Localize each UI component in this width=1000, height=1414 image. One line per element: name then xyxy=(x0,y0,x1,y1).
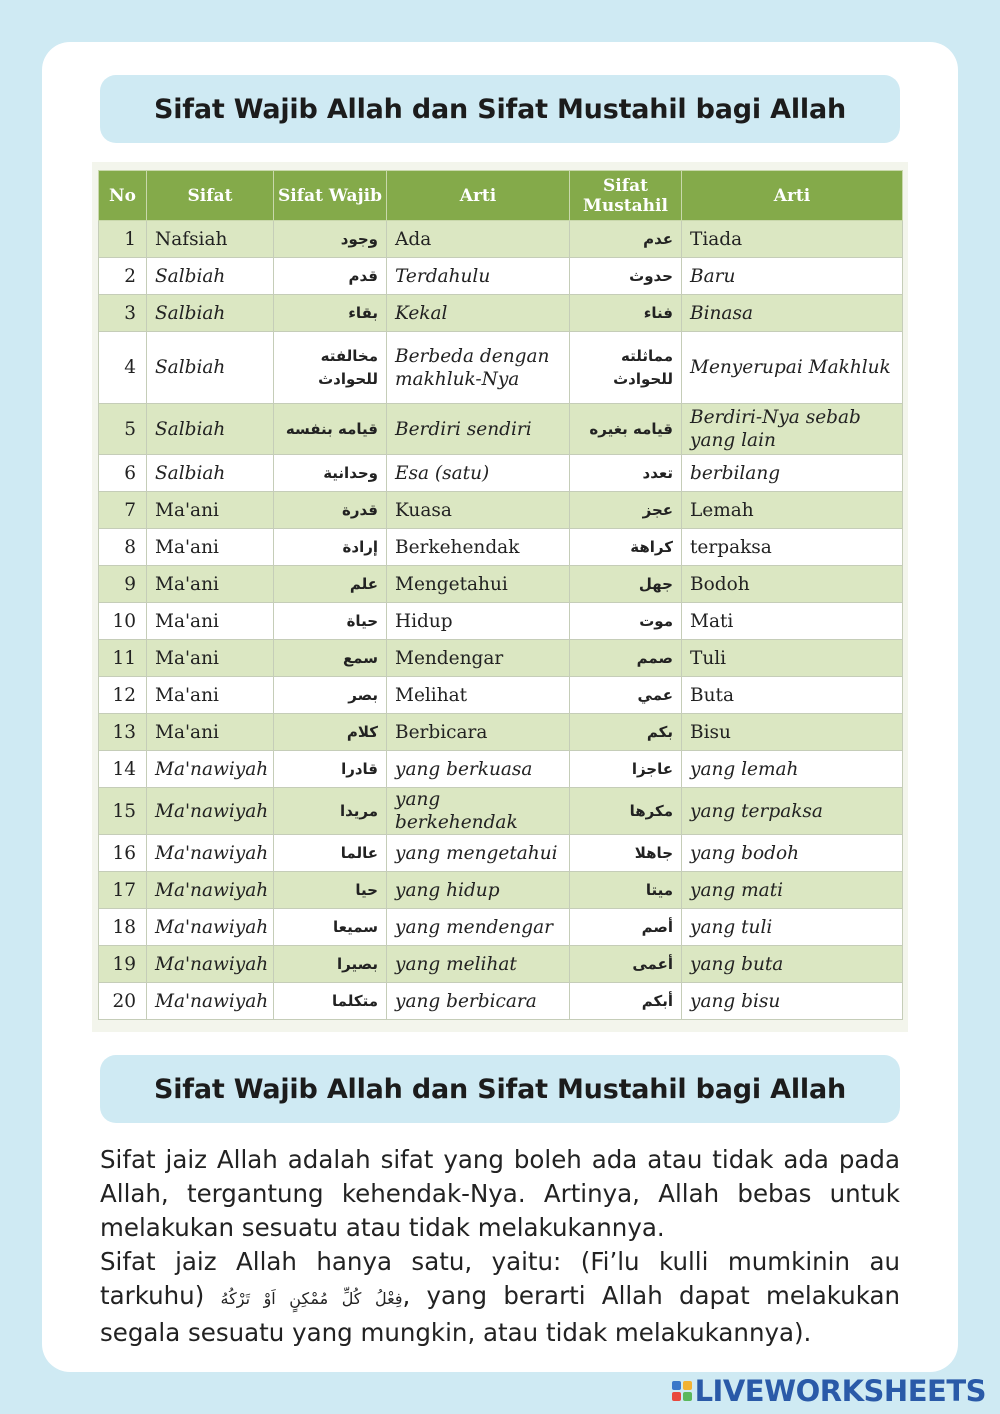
cell-arti-mustahil: yang buta xyxy=(682,946,903,983)
cell-sifat: Ma'ani xyxy=(147,640,274,677)
cell-sifat-mustahil: حدوث xyxy=(570,258,682,295)
table-row xyxy=(99,603,903,640)
table-row xyxy=(99,404,903,455)
table-row xyxy=(99,640,903,677)
cell-sifat-wajib: عالما xyxy=(274,835,387,872)
cell-no: 20 xyxy=(99,983,147,1020)
cell-sifat-wajib: قادرا xyxy=(274,751,387,788)
cell-no: 1 xyxy=(99,221,147,258)
section-title: Sifat Wajib Allah dan Sifat Mustahil bagi Allah xyxy=(100,1055,900,1123)
table-row xyxy=(99,295,903,332)
header-arti-wajib: Arti xyxy=(387,171,570,221)
cell-sifat-mustahil: كراهة xyxy=(570,529,682,566)
table-row xyxy=(99,455,903,492)
cell-sifat: Ma'nawiyah xyxy=(147,946,274,983)
cell-sifat-wajib: بصر xyxy=(274,677,387,714)
cell-arti-mustahil: Bodoh xyxy=(682,566,903,603)
paragraph-2-start: Sifat jaiz Allah hanya satu, yaitu: (Fi’lu kulli mumkinin au tarkuhu) xyxy=(100,1247,900,1310)
cell-arti-wajib: Mengetahui xyxy=(387,566,570,603)
cell-no: 9 xyxy=(99,566,147,603)
table-header-row xyxy=(99,171,903,221)
paragraph-2-end: , yang berarti Allah dapat melakukan segala sesuatu yang mungkin, atau tidak melakukannya). xyxy=(100,1281,900,1347)
liveworksheets-logo[interactable] xyxy=(672,1374,986,1408)
cell-sifat: Salbiah xyxy=(147,404,274,455)
cell-arti-mustahil: Berdiri-Nya sebab yang lain xyxy=(682,404,903,455)
cell-sifat-mustahil: أعمى xyxy=(570,946,682,983)
cell-sifat-wajib: متكلما xyxy=(274,983,387,1020)
cell-sifat-wajib: علم xyxy=(274,566,387,603)
cell-arti-wajib: yang berkuasa xyxy=(387,751,570,788)
cell-arti-wajib: Melihat xyxy=(387,677,570,714)
table-row xyxy=(99,566,903,603)
cell-arti-mustahil: yang tuli xyxy=(682,909,903,946)
cell-sifat: Salbiah xyxy=(147,332,274,404)
cell-sifat-mustahil: جاهلا xyxy=(570,835,682,872)
cell-sifat-wajib: مريدا xyxy=(274,788,387,835)
table-row xyxy=(99,751,903,788)
cell-no: 17 xyxy=(99,872,147,909)
cell-arti-wajib: yang hidup xyxy=(387,872,570,909)
cell-arti-wajib: Berkehendak xyxy=(387,529,570,566)
sifat-table-container xyxy=(92,162,908,1032)
cell-sifat-mustahil: تعدد xyxy=(570,455,682,492)
cell-sifat-wajib: إرادة xyxy=(274,529,387,566)
cell-arti-mustahil: Tuli xyxy=(682,640,903,677)
cell-arti-wajib: Berbicara xyxy=(387,714,570,751)
cell-arti-wajib: Kuasa xyxy=(387,492,570,529)
cell-sifat-mustahil: أبكم xyxy=(570,983,682,1020)
cell-sifat-wajib: قدرة xyxy=(274,492,387,529)
cell-sifat-mustahil: عمي xyxy=(570,677,682,714)
cell-sifat-mustahil: أصم xyxy=(570,909,682,946)
cell-sifat-mustahil: ميتا xyxy=(570,872,682,909)
page-title: Sifat Wajib Allah dan Sifat Mustahil bagi Allah xyxy=(100,75,900,143)
cell-sifat: Ma'nawiyah xyxy=(147,909,274,946)
cell-sifat: Salbiah xyxy=(147,295,274,332)
cell-arti-wajib: yang berbicara xyxy=(387,983,570,1020)
cell-no: 3 xyxy=(99,295,147,332)
cell-sifat: Ma'nawiyah xyxy=(147,872,274,909)
table-row xyxy=(99,983,903,1020)
cell-sifat-mustahil: قيامه بغيره xyxy=(570,404,682,455)
cell-sifat: Ma'nawiyah xyxy=(147,835,274,872)
cell-sifat-wajib: حيا xyxy=(274,872,387,909)
logo-icon xyxy=(672,1381,692,1401)
table-row xyxy=(99,529,903,566)
cell-no: 15 xyxy=(99,788,147,835)
cell-arti-mustahil: yang terpaksa xyxy=(682,788,903,835)
cell-arti-mustahil: Mati xyxy=(682,603,903,640)
table-row xyxy=(99,258,903,295)
cell-no: 6 xyxy=(99,455,147,492)
cell-sifat-wajib: حياة xyxy=(274,603,387,640)
cell-no: 16 xyxy=(99,835,147,872)
cell-sifat-wajib: قيامه بنفسه xyxy=(274,404,387,455)
cell-sifat: Salbiah xyxy=(147,455,274,492)
sifat-jaiz-paragraph xyxy=(100,1143,900,1350)
cell-arti-mustahil: yang mati xyxy=(682,872,903,909)
table-row xyxy=(99,332,903,404)
table-row xyxy=(99,946,903,983)
cell-arti-mustahil: Bisu xyxy=(682,714,903,751)
table-row xyxy=(99,872,903,909)
cell-sifat: Salbiah xyxy=(147,258,274,295)
cell-no: 14 xyxy=(99,751,147,788)
cell-arti-wajib: yang mengetahui xyxy=(387,835,570,872)
cell-no: 8 xyxy=(99,529,147,566)
header-no: No xyxy=(99,171,147,221)
cell-arti-wajib: Terdahulu xyxy=(387,258,570,295)
cell-sifat-wajib: وحدانية xyxy=(274,455,387,492)
cell-sifat: Ma'ani xyxy=(147,566,274,603)
cell-arti-mustahil: Tiada xyxy=(682,221,903,258)
cell-no: 2 xyxy=(99,258,147,295)
cell-sifat: Ma'ani xyxy=(147,492,274,529)
cell-arti-mustahil: berbilang xyxy=(682,455,903,492)
cell-no: 7 xyxy=(99,492,147,529)
cell-sifat-mustahil: عاجزا xyxy=(570,751,682,788)
cell-sifat-mustahil: بكم xyxy=(570,714,682,751)
cell-arti-wajib: Hidup xyxy=(387,603,570,640)
cell-sifat-wajib: سمع xyxy=(274,640,387,677)
header-arti-mustahil: Arti xyxy=(682,171,903,221)
cell-no: 11 xyxy=(99,640,147,677)
cell-sifat-mustahil: مكرها xyxy=(570,788,682,835)
cell-sifat-mustahil: مماثلته للحوادث xyxy=(570,332,682,404)
cell-arti-wajib: Mendengar xyxy=(387,640,570,677)
cell-sifat: Nafsiah xyxy=(147,221,274,258)
table-row xyxy=(99,909,903,946)
cell-no: 18 xyxy=(99,909,147,946)
cell-sifat: Ma'nawiyah xyxy=(147,983,274,1020)
cell-arti-mustahil: Buta xyxy=(682,677,903,714)
table-row xyxy=(99,835,903,872)
cell-no: 5 xyxy=(99,404,147,455)
arabic-phrase: فِعْلُ كُلِّ مُمْكِنٍ اَوْ تَرْكُهُ xyxy=(220,1289,403,1308)
cell-arti-mustahil: Menyerupai Makhluk xyxy=(682,332,903,404)
table-row xyxy=(99,221,903,258)
header-sifat: Sifat xyxy=(147,171,274,221)
header-sifat-wajib: Sifat Wajib xyxy=(274,171,387,221)
paragraph-2 xyxy=(100,1245,900,1350)
cell-no: 19 xyxy=(99,946,147,983)
cell-arti-wajib: yang melihat xyxy=(387,946,570,983)
cell-sifat-mustahil: صمم xyxy=(570,640,682,677)
cell-sifat: Ma'nawiyah xyxy=(147,788,274,835)
cell-sifat-wajib: بصيرا xyxy=(274,946,387,983)
cell-arti-mustahil: yang bisu xyxy=(682,983,903,1020)
cell-sifat-wajib: وجود xyxy=(274,221,387,258)
cell-sifat: Ma'ani xyxy=(147,677,274,714)
logo-text: LIVEWORKSHEETS xyxy=(694,1374,986,1408)
cell-sifat-mustahil: فناء xyxy=(570,295,682,332)
cell-sifat-wajib: مخالفته للحوادث xyxy=(274,332,387,404)
cell-sifat: Ma'ani xyxy=(147,529,274,566)
cell-sifat-mustahil: عجز xyxy=(570,492,682,529)
cell-sifat-wajib: سميعا xyxy=(274,909,387,946)
cell-arti-wajib: Esa (satu) xyxy=(387,455,570,492)
cell-sifat-mustahil: جهل xyxy=(570,566,682,603)
cell-sifat: Ma'nawiyah xyxy=(147,751,274,788)
sifat-table xyxy=(98,170,903,1020)
table-row xyxy=(99,677,903,714)
table-row xyxy=(99,492,903,529)
cell-arti-wajib: Kekal xyxy=(387,295,570,332)
cell-arti-wajib: Berdiri sendiri xyxy=(387,404,570,455)
cell-arti-mustahil: yang bodoh xyxy=(682,835,903,872)
cell-arti-mustahil: Baru xyxy=(682,258,903,295)
cell-sifat-wajib: بقاء xyxy=(274,295,387,332)
paragraph-1: Sifat jaiz Allah adalah sifat yang boleh ada atau tidak ada pada Allah, tergantung kehendak-Nya. Artinya, Allah bebas untuk melakukan sesuatu atau tidak melakukannya. xyxy=(100,1145,900,1242)
cell-arti-wajib: yang berkehendak xyxy=(387,788,570,835)
cell-arti-wajib: Ada xyxy=(387,221,570,258)
cell-no: 13 xyxy=(99,714,147,751)
cell-no: 10 xyxy=(99,603,147,640)
cell-sifat-wajib: قدم xyxy=(274,258,387,295)
cell-arti-mustahil: yang lemah xyxy=(682,751,903,788)
cell-arti-wajib: Berbeda dengan makhluk-Nya xyxy=(387,332,570,404)
table-row xyxy=(99,714,903,751)
cell-no: 4 xyxy=(99,332,147,404)
cell-sifat-wajib: كلام xyxy=(274,714,387,751)
cell-sifat-mustahil: موت xyxy=(570,603,682,640)
cell-arti-mustahil: Lemah xyxy=(682,492,903,529)
cell-no: 12 xyxy=(99,677,147,714)
cell-arti-wajib: yang mendengar xyxy=(387,909,570,946)
header-sifat-mustahil: Sifat Mustahil xyxy=(570,171,682,221)
cell-arti-mustahil: Binasa xyxy=(682,295,903,332)
cell-sifat: Ma'ani xyxy=(147,714,274,751)
cell-sifat: Ma'ani xyxy=(147,603,274,640)
cell-arti-mustahil: terpaksa xyxy=(682,529,903,566)
table-row xyxy=(99,788,903,835)
cell-sifat-mustahil: عدم xyxy=(570,221,682,258)
